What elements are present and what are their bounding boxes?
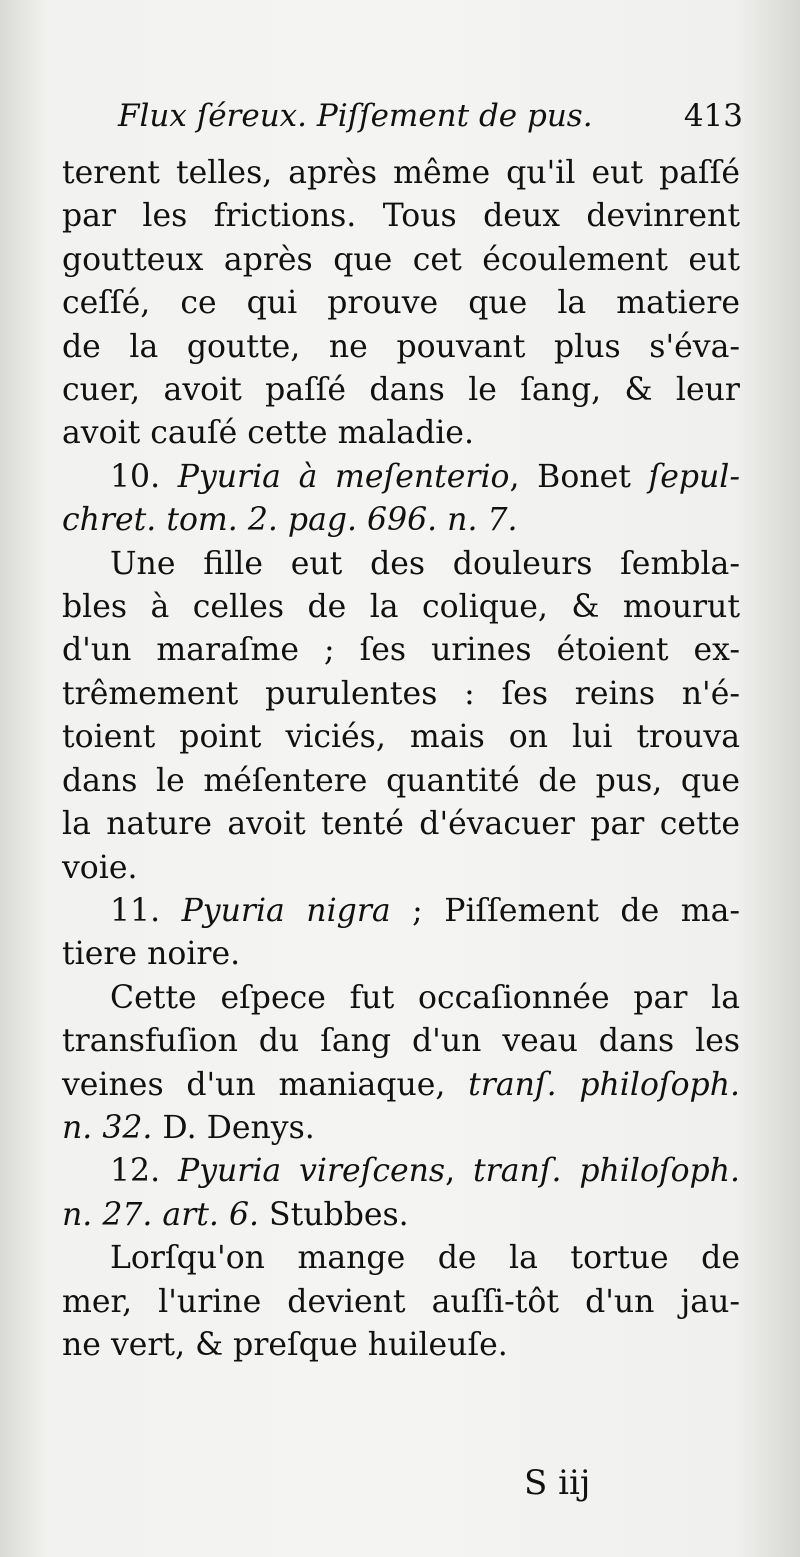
text-line bbox=[62, 1194, 740, 1237]
text-line: transfuſion du ſang d'un veau dans les bbox=[62, 1023, 740, 1060]
entry-number: 11. bbox=[110, 892, 161, 929]
running-head: Flux ſéreux. Piſſement de pus. bbox=[118, 98, 593, 134]
text-line: dans le méſentere quantité de pus, que bbox=[62, 762, 740, 799]
text-line bbox=[62, 1150, 740, 1193]
text-line: avoit cauſé cette maladie. bbox=[62, 415, 474, 452]
species-name: Pyuria nigra bbox=[181, 892, 391, 929]
reference: n. 32. bbox=[62, 1109, 153, 1146]
entry-text: ; Piſſement de ma- bbox=[390, 892, 741, 929]
text-line: cuer, avoit paſſé dans le ſang, & leur bbox=[62, 372, 740, 409]
paragraph-10-description bbox=[62, 543, 740, 890]
species-name: Pyuria vireſcens bbox=[178, 1153, 446, 1190]
text-line: ceſſé, ce qui prouve que la matiere bbox=[62, 285, 740, 322]
author-name: Stubbes. bbox=[259, 1196, 409, 1233]
page-header bbox=[118, 98, 743, 148]
reference-line: chret. tom. 2. pag. 696. n. 7. bbox=[62, 502, 518, 539]
text-segment: veines d'un maniaque, bbox=[62, 1066, 469, 1103]
entry-number: 12. bbox=[110, 1153, 161, 1190]
entry-11-heading bbox=[62, 890, 740, 977]
entry-12-heading bbox=[62, 1150, 740, 1237]
entry-number: 10. bbox=[110, 458, 161, 495]
text-line bbox=[62, 456, 740, 499]
reference: ſepul- bbox=[648, 458, 741, 495]
text-line: goutteux après que cet écoulement eut bbox=[62, 241, 740, 278]
page-number: 413 bbox=[683, 98, 743, 134]
text-line: par les frictions. Tous deux devinrent bbox=[62, 198, 740, 235]
text-line: tiere noire. bbox=[62, 936, 241, 973]
text-line: voie. bbox=[62, 849, 138, 886]
text-line: trêmement purulentes : ſes reins n'é- bbox=[62, 675, 740, 712]
text-line: d'un maraſme ; ſes urines étoient ex- bbox=[62, 632, 740, 669]
text-line: ne vert, & preſque huileuſe. bbox=[62, 1326, 508, 1363]
text-line: mer, l'urine devient auſſi-tôt d'un jau- bbox=[62, 1283, 740, 1320]
separator: , bbox=[445, 1153, 473, 1190]
text-line: toient point viciés, mais on lui trouva bbox=[62, 719, 740, 756]
reference: tranſ. philoſoph. bbox=[468, 1066, 740, 1103]
text-line bbox=[62, 1107, 740, 1150]
text-line: bles à celles de la colique, & mourut bbox=[62, 589, 740, 626]
species-name: Pyuria à meſenterio bbox=[177, 458, 510, 495]
author-name: , Bonet bbox=[509, 458, 631, 495]
reference: tranſ. philoſoph. bbox=[473, 1153, 741, 1190]
entry-10-heading bbox=[62, 456, 740, 543]
paragraph-12-description bbox=[62, 1237, 740, 1367]
text-line: Cette eſpece fut occaſionnée par la bbox=[110, 979, 740, 1016]
paragraph-11-description bbox=[62, 977, 740, 1151]
text-line: de la goutte, ne pouvant plus s'éva- bbox=[62, 328, 740, 365]
text-line bbox=[62, 890, 740, 933]
text-line bbox=[62, 1064, 740, 1107]
text-line: la nature avoit tenté d'évacuer par cette bbox=[62, 806, 740, 843]
text-line: terent telles, après même qu'il eut paſſé bbox=[62, 155, 740, 191]
text-line: Une fille eut des douleurs ſembla- bbox=[110, 545, 740, 582]
signature-mark: S iij bbox=[524, 1463, 591, 1503]
paragraph-continuation bbox=[62, 152, 740, 456]
page-body bbox=[62, 152, 740, 1367]
text-line: Lorſqu'on mange de la tortue de bbox=[110, 1240, 740, 1277]
reference: n. 27. art. 6. bbox=[62, 1196, 259, 1233]
author-name: D. Denys. bbox=[152, 1109, 315, 1146]
